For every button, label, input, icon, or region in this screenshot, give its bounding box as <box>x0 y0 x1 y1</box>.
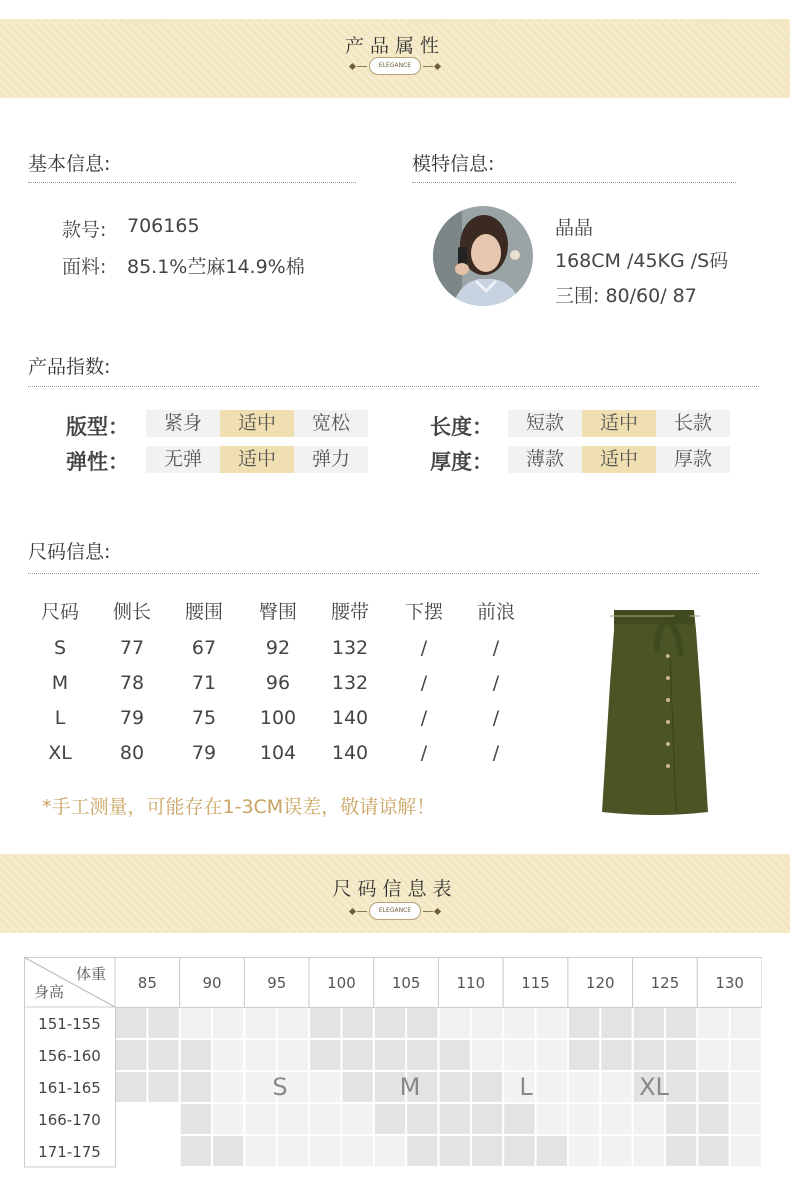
fabric-value: 85.1%苎麻14.9%棉 <box>127 256 305 278</box>
grid-cell <box>634 1008 664 1038</box>
grid-cell <box>601 1040 631 1070</box>
grid-cell <box>310 1104 340 1134</box>
weight-header: 115 <box>521 974 550 992</box>
grid-cell <box>310 1136 340 1166</box>
grid-cell <box>666 1104 696 1134</box>
grid-cell <box>472 1008 502 1038</box>
grid-cell <box>472 1104 502 1134</box>
fit-option: 宽松 <box>294 410 368 437</box>
length-option-selected: 适中 <box>582 410 656 437</box>
size-table-header: 臀围 <box>258 601 297 623</box>
grid-cell <box>116 1008 146 1038</box>
grid-cell <box>148 1008 178 1038</box>
grid-cell <box>407 1136 437 1166</box>
grid-cell <box>245 1136 275 1166</box>
height-axis-label: 身高 <box>34 983 65 1001</box>
grid-cell <box>440 1136 470 1166</box>
size-table-cell: XL <box>48 742 72 764</box>
grid-cell <box>698 1008 728 1038</box>
size-table-cell: 92 <box>265 637 291 659</box>
grid-cell <box>537 1072 567 1102</box>
grid-cell <box>245 1040 275 1070</box>
grid-cell <box>731 1008 761 1038</box>
size-zone-label: L <box>519 1073 533 1101</box>
grid-cell <box>148 1040 178 1070</box>
grid-cell <box>213 1136 243 1166</box>
size-zone-label: S <box>272 1073 288 1101</box>
thickness-option-selected: 适中 <box>582 446 656 473</box>
grid-cell <box>407 1104 437 1134</box>
style-label: 款号: <box>62 219 107 241</box>
size-table-cell: M <box>51 672 69 694</box>
divider <box>412 182 736 183</box>
grid-cell <box>181 1008 211 1038</box>
grid-cell <box>731 1104 761 1134</box>
grid-cell <box>537 1008 567 1038</box>
weight-header: 90 <box>202 974 222 992</box>
grid-cell <box>472 1072 502 1102</box>
size-table-cell: L <box>54 707 66 729</box>
grid-cell <box>472 1040 502 1070</box>
grid-cell <box>601 1072 631 1102</box>
grid-cell <box>698 1040 728 1070</box>
size-table-cell: 104 <box>259 742 297 764</box>
size-zone-label: M <box>399 1073 421 1101</box>
grid-cell <box>213 1008 243 1038</box>
grid-cell <box>342 1040 372 1070</box>
elasticity-scale <box>146 446 368 473</box>
model-avatar <box>432 205 534 307</box>
fit-label: 版型： <box>66 415 129 439</box>
grid-cell <box>569 1136 599 1166</box>
grid-cell <box>181 1040 211 1070</box>
grid-cell <box>666 1072 696 1102</box>
size-table-cell: 96 <box>265 672 291 694</box>
length-option: 长款 <box>656 410 730 437</box>
size-table-header: 尺码 <box>40 601 79 623</box>
divider <box>28 573 759 574</box>
divider <box>28 182 356 183</box>
height-label: 156-160 <box>38 1047 101 1065</box>
grid-cell <box>472 1136 502 1166</box>
height-label: 161-165 <box>38 1079 101 1097</box>
grid-cell <box>569 1072 599 1102</box>
grid-cell <box>213 1104 243 1134</box>
grid-cell <box>537 1104 567 1134</box>
grid-cell <box>342 1008 372 1038</box>
grid-cell <box>278 1136 308 1166</box>
basic-info-heading: 基本信息: <box>28 153 111 175</box>
grid-cell <box>666 1040 696 1070</box>
fit-option-selected: 适中 <box>220 410 294 437</box>
length-scale <box>508 410 730 437</box>
grid-cell <box>342 1136 372 1166</box>
height-label: 171-175 <box>38 1143 101 1161</box>
size-zone-label: XL <box>639 1073 669 1101</box>
elegance-badge: ELEGANCE <box>369 57 421 75</box>
grid-cell <box>634 1040 664 1070</box>
size-table-cell: 140 <box>331 742 369 764</box>
size-table-cell: 79 <box>119 707 145 729</box>
size-table-cell: 80 <box>119 742 145 764</box>
size-table-cell: / <box>492 742 500 764</box>
grid-cell <box>666 1136 696 1166</box>
grid-cell <box>181 1136 211 1166</box>
size-table-cell: 79 <box>191 742 217 764</box>
weight-header: 105 <box>391 974 421 992</box>
weight-header: 110 <box>456 974 486 992</box>
grid-cell <box>504 1040 534 1070</box>
grid-cell <box>278 1104 308 1134</box>
product-index-heading: 产品指数: <box>28 356 111 378</box>
size-table-header: 腰围 <box>184 601 223 623</box>
size-table-cell: / <box>420 637 428 659</box>
banner-ornament <box>345 902 445 914</box>
grid-cell <box>310 1040 340 1070</box>
model-size: 168CM /45KG /S码 <box>555 250 729 272</box>
grid-cell <box>601 1136 631 1166</box>
size-table-cell: 140 <box>331 707 369 729</box>
thickness-scale <box>508 446 730 473</box>
weight-header: 95 <box>267 974 287 992</box>
model-name: 晶晶 <box>555 217 594 239</box>
grid-cell <box>698 1072 728 1102</box>
fit-option: 紧身 <box>146 410 220 437</box>
thickness-option: 薄款 <box>508 446 582 473</box>
grid-cell <box>213 1040 243 1070</box>
grid-cell <box>148 1072 178 1102</box>
grid-cell <box>278 1008 308 1038</box>
size-table-cell: 67 <box>191 637 217 659</box>
elasticity-option: 无弹 <box>146 446 220 473</box>
height-label: 166-170 <box>38 1111 101 1129</box>
grid-cell <box>375 1104 405 1134</box>
grid-cell <box>504 1008 534 1038</box>
length-option: 短款 <box>508 410 582 437</box>
grid-cell <box>731 1040 761 1070</box>
weight-header: 85 <box>137 974 157 992</box>
elasticity-option-selected: 适中 <box>220 446 294 473</box>
grid-cell <box>569 1008 599 1038</box>
height-label: 151-155 <box>38 1015 101 1033</box>
grid-cell <box>634 1136 664 1166</box>
grid-cell <box>537 1136 567 1166</box>
weight-axis-label: 体重 <box>76 965 107 983</box>
grid-cell <box>245 1008 275 1038</box>
size-table-cell: / <box>420 742 428 764</box>
grid-cell <box>634 1104 664 1134</box>
size-table-cell: 71 <box>191 672 217 694</box>
grid-cell <box>310 1008 340 1038</box>
size-table-header: 下摆 <box>404 601 443 623</box>
banner-title: 产品属性 <box>344 35 445 57</box>
skirt-image <box>596 604 716 818</box>
grid-cell <box>245 1104 275 1134</box>
thickness-option: 厚款 <box>656 446 730 473</box>
size-table-header: 腰带 <box>330 601 369 623</box>
measure-note: *手工测量，可能存在1-3CM误差，敬请谅解！ <box>42 796 436 818</box>
grid-cell <box>601 1104 631 1134</box>
grid-cell <box>504 1104 534 1134</box>
grid-cell <box>407 1040 437 1070</box>
weight-header: 100 <box>327 974 356 992</box>
weight-header: 120 <box>585 974 615 992</box>
grid-cell <box>310 1072 340 1102</box>
grid-cell <box>537 1040 567 1070</box>
size-table-cell: 77 <box>119 637 145 659</box>
elasticity-label: 弹性： <box>66 450 129 474</box>
weight-header: 125 <box>650 974 680 992</box>
grid-cell <box>569 1040 599 1070</box>
fabric-label: 面料: <box>62 256 107 278</box>
size-table-cell: 132 <box>331 637 369 659</box>
size-table-cell: 75 <box>191 707 217 729</box>
grid-cell <box>181 1104 211 1134</box>
grid-cell <box>731 1136 761 1166</box>
size-table-cell: 132 <box>331 672 369 694</box>
size-table-cell: 78 <box>119 672 145 694</box>
fit-scale <box>146 410 368 437</box>
grid-cell <box>440 1072 470 1102</box>
grid-cell <box>181 1072 211 1102</box>
grid-cell <box>698 1136 728 1166</box>
grid-cell <box>375 1008 405 1038</box>
banner-ornament <box>345 57 445 69</box>
size-chart-grid <box>24 957 762 1168</box>
thickness-label: 厚度： <box>430 450 493 474</box>
grid-cell <box>440 1040 470 1070</box>
grid-cell <box>342 1104 372 1134</box>
size-table-cell: / <box>420 707 428 729</box>
grid-cell <box>666 1008 696 1038</box>
model-info-heading: 模特信息: <box>412 153 495 175</box>
size-info-heading: 尺码信息: <box>28 541 111 563</box>
grid-cell <box>375 1040 405 1070</box>
length-label: 长度： <box>430 415 493 439</box>
style-value: 706165 <box>127 215 200 237</box>
grid-cell <box>698 1104 728 1134</box>
size-table-cell: / <box>492 672 500 694</box>
elasticity-option: 弹力 <box>294 446 368 473</box>
grid-cell <box>116 1040 146 1070</box>
grid-cell <box>569 1104 599 1134</box>
size-table-cell: / <box>420 672 428 694</box>
grid-cell <box>245 1072 275 1102</box>
banner-title: 尺码信息表 <box>332 878 458 900</box>
model-measure: 三围: 80/60/ 87 <box>555 285 697 307</box>
grid-cell <box>440 1008 470 1038</box>
size-table-cell: / <box>492 637 500 659</box>
size-table-header: 侧长 <box>112 601 151 623</box>
size-table-cell: S <box>53 637 67 659</box>
elegance-badge: ELEGANCE <box>369 902 421 920</box>
grid-cell <box>440 1104 470 1134</box>
grid-cell <box>278 1040 308 1070</box>
size-chart-banner <box>0 854 790 933</box>
size-table-cell: / <box>492 707 500 729</box>
grid-cell <box>342 1072 372 1102</box>
grid-cell <box>731 1072 761 1102</box>
grid-cell <box>504 1136 534 1166</box>
grid-cell <box>213 1072 243 1102</box>
grid-cell <box>601 1008 631 1038</box>
divider <box>28 386 759 387</box>
grid-cell <box>407 1008 437 1038</box>
grid-cell <box>116 1072 146 1102</box>
grid-cell <box>375 1136 405 1166</box>
header-banner <box>0 19 790 98</box>
weight-header: 130 <box>715 974 744 992</box>
size-table-cell: 100 <box>259 707 297 729</box>
size-table-header: 前浪 <box>476 601 515 623</box>
